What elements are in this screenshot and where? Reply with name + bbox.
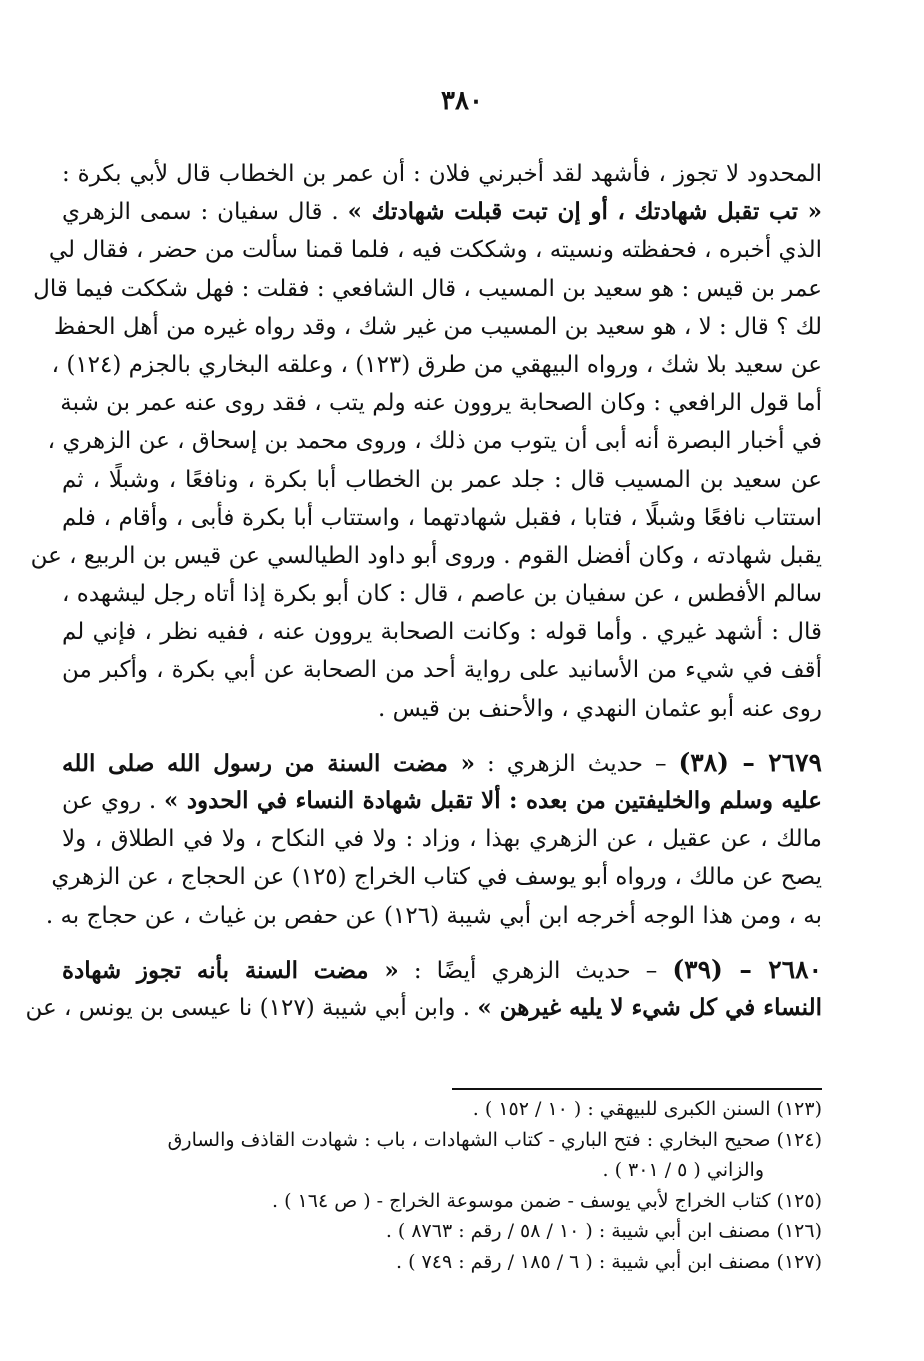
hadith-heading-line bbox=[62, 951, 822, 989]
footnote: (١٢٤) صحيح البخاري : فتح الباري - كتاب الشهادات ، باب : شهادت القاذف والسارق bbox=[167, 1128, 822, 1151]
text-line: سالم الأفطس ، عن سفيان بن عاصم ، قال : كان أبو بكرة إذا أتاه رجل ليشهده ، bbox=[62, 581, 822, 608]
paragraph-gap bbox=[62, 935, 822, 951]
quoted-hadith: « مضت السنة بأنه تجوز شهادة bbox=[62, 956, 399, 984]
footnote: (١٢٧) مصنف ابن أبي شيبة : ( ٦ / ١٨٥ / رقم : ٧٤٩ ) . bbox=[396, 1250, 822, 1273]
footnote: (١٢٦) مصنف ابن أبي شيبة : ( ١٠ / ٥٨ / رقم : ٨٧٦٣ ) . bbox=[385, 1220, 822, 1242]
hadith-heading-line bbox=[62, 744, 822, 782]
text-line bbox=[62, 193, 822, 231]
text-fragment: . قال سفيان : سمى الزهري bbox=[62, 199, 348, 226]
quoted-hadith: عليه وسلم والخليفتين من بعده : ألا تقبل شهادة النساء في الحدود » bbox=[164, 787, 823, 814]
footnote-divider bbox=[452, 1088, 822, 1090]
quoted-hadith: « مضت السنة من رسول الله صلى الله bbox=[62, 749, 476, 777]
quoted-hadith: النساء في كل شيء لا يليه غيرهن » bbox=[477, 993, 822, 1021]
quoted-hadith: « تب تقبل شهادتك ، أو إن تبت قبلت شهادتك » bbox=[347, 198, 822, 226]
text-line: عن سعيد بن المسيب قال : جلد عمر بن الخطاب أبا بكرة ، ونافعًا ، وشبلًا ، ثم bbox=[62, 466, 822, 493]
text-line: الذي أخبره ، فحفظته ونسيته ، وشككت فيه ، فلما قمنا سألت من حضر ، فقال لي bbox=[48, 237, 822, 264]
footnote-continuation: والزاني ( ٥ / ٣٠١ ) . bbox=[602, 1159, 764, 1181]
footnote: (١٢٥) كتاب الخراج لأبي يوسف - ضمن موسوعة الخراج - ( ص ١٦٤ ) . bbox=[272, 1189, 822, 1212]
hadith-intro: – حديث الزهري أيضًا : bbox=[398, 957, 673, 984]
main-text bbox=[25, 155, 823, 1027]
paragraph-gap bbox=[62, 728, 822, 744]
page-number: ٣٨٠ bbox=[441, 86, 483, 116]
text-line: مالك ، عن عقيل ، عن الزهري بهذا ، وزاد : ولا في النكاح ، ولا في الطلاق ، ولا bbox=[62, 826, 822, 853]
hadith-number: ٢٦٧٩ – (٣٨) bbox=[678, 747, 822, 777]
text-line: يصح عن مالك ، ورواه أبو يوسف في كتاب الخراج (١٢٥) عن الحجاج ، عن الزهري bbox=[51, 864, 822, 891]
text-fragment: . روي عن bbox=[62, 788, 164, 814]
text-line bbox=[25, 989, 822, 1027]
text-line: قال : أشهد غيري . وأما قوله : وكانت الصحابة يروون عنه ، ففيه نظر ، فإني لم bbox=[62, 619, 822, 646]
footnote: (١٢٣) السنن الكبرى للبيهقي : ( ١٠ / ١٥٢ ) . bbox=[472, 1098, 822, 1120]
text-line: عمر بن قيس : هو سعيد بن المسيب ، قال الشافعي : فقلت : فهل شككت فيما قال bbox=[33, 275, 822, 302]
text-line bbox=[62, 782, 822, 820]
text-line: لك ؟ قال : لا ، هو سعيد بن المسيب من غير شك ، وقد رواه غيره من أهل الحفظ bbox=[53, 313, 822, 340]
text-line: المحدود لا تجوز ، فأشهد لقد أخبرني فلان : أن عمر بن الخطاب قال لأبي بكرة : bbox=[62, 161, 822, 187]
text-line: به ، ومن هذا الوجه أخرجه ابن أبي شيبة (١٢٦) عن حفص بن غياث ، عن حجاج به . bbox=[45, 902, 822, 929]
footnotes bbox=[62, 1094, 822, 1277]
text-line: أقف في شيء من الأسانيد على رواية أحد من الصحابة عن أبي بكرة ، وأكبر من bbox=[62, 657, 822, 684]
text-line: أما قول الرافعي : وكان الصحابة يروون عنه ولم يتب ، فقد روى عنه عمر بن شبة bbox=[60, 390, 822, 417]
text-line: عن سعيد بلا شك ، ورواه البيهقي من طرق (١٢٣) ، وعلقه البخاري بالجزم (١٢٤) ، bbox=[51, 351, 822, 378]
hadith-number: ٢٦٨٠ – (٣٩) bbox=[672, 954, 822, 984]
text-line: استتاب نافعًا وشبلًا ، فتابا ، فقبل شهادتهما ، واستتاب أبا بكرة فأبى ، وأقام ، فلم bbox=[62, 504, 822, 531]
text-line: روى عنه أبو عثمان النهدي ، والأحنف بن قيس . bbox=[377, 695, 822, 722]
text-fragment: . وابن أبي شيبة (١٢٧) نا عيسى بن يونس ، عن bbox=[25, 994, 478, 1021]
text-line: في أخبار البصرة أنه أبى أن يتوب من ذلك ، وروى محمد بن إسحاق ، عن الزهري ، bbox=[47, 428, 822, 455]
hadith-intro: – حديث الزهري : bbox=[475, 750, 679, 777]
text-line: يقبل شهادته ، وكان أفضل القوم . وروى أبو داود الطيالسي عن قيس بن الربيع ، عن bbox=[30, 542, 822, 569]
